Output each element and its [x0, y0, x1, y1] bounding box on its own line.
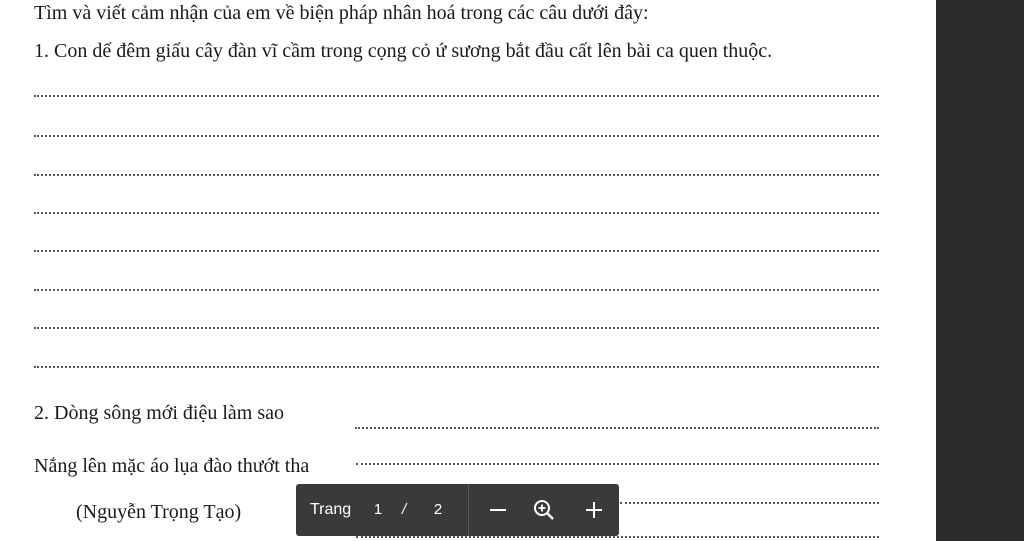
toolbar-divider: [468, 484, 469, 536]
current-page-input[interactable]: 1: [373, 501, 383, 518]
plus-icon: [584, 500, 604, 520]
zoom-in-button[interactable]: [580, 496, 608, 524]
answer-line: [34, 327, 879, 329]
zoom-out-button[interactable]: [484, 496, 512, 524]
page-separator: /: [402, 501, 407, 518]
minus-icon: [488, 500, 508, 520]
answer-line: [620, 502, 879, 504]
answer-line: [34, 366, 879, 368]
pdf-toolbar: [296, 484, 619, 536]
zoom-button[interactable]: [530, 496, 558, 524]
instruction-text: Tìm và viết cảm nhận của em về biện pháp nhân hoá trong các câu dưới đây:: [34, 2, 649, 24]
answer-line: [355, 427, 879, 429]
question-1-text: 1. Con dế đêm giấu cây đàn vĩ cầm trong cọng cỏ ứ sương bắt đầu cất lên bài ca quen thuộc.: [34, 40, 773, 62]
question-2-line-1: 2. Dòng sông mới điệu làm sao: [34, 402, 284, 424]
answer-line: [356, 463, 879, 465]
page-label: Trang: [310, 501, 352, 518]
zoom-icon: [533, 499, 555, 521]
answer-line: [34, 135, 879, 137]
answer-line: [34, 95, 879, 97]
answer-line: [34, 212, 879, 214]
answer-line: [34, 250, 879, 252]
answer-line: [356, 536, 879, 538]
total-pages: 2: [433, 501, 443, 518]
viewer-side-panel: [936, 0, 1024, 541]
question-2-author: (Nguyễn Trọng Tạo): [76, 501, 242, 523]
question-2-line-2: Nắng lên mặc áo lụa đào thướt tha: [34, 455, 310, 477]
answer-line: [34, 289, 879, 291]
answer-line: [34, 174, 879, 176]
